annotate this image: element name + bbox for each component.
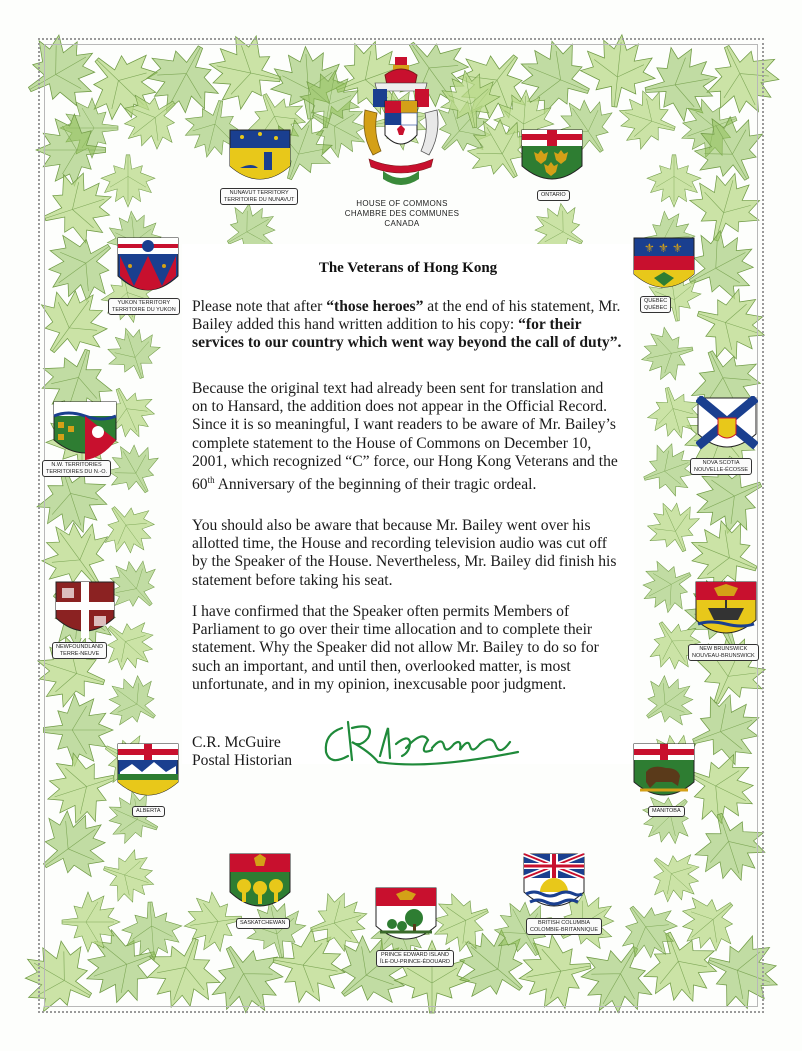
nwt-ribbon: N.W. TERRITORIES TERRITOIRES DU N.-O.: [42, 460, 111, 477]
paragraph-3: You should also be aware that because Mr. Bailey went over his allotted time, the House and recording television audio was cut off by the Speaker of the House. Nevertheless, Mr. Bailey did finish his statement before taking his seat.: [192, 517, 617, 589]
new-brunswick-ribbon: NEW BRUNSWICK NOUVEAU-BRUNSWICK: [688, 644, 759, 661]
newfoundland-ribbon: NEWFOUNDLAND TERRE-NEUVE: [52, 642, 107, 659]
nova-scotia-emblem: [696, 396, 758, 463]
quebec-emblem: [632, 236, 696, 303]
ontario-emblem: [520, 128, 584, 195]
svg-text:⚜: ⚜: [644, 241, 655, 255]
yukon-emblem: [116, 236, 180, 307]
nunavut-ribbon: NUNAVUT TERRITORY TERRITOIRE DU NUNAVUT: [220, 188, 298, 205]
manitoba-ribbon: MANITOBA: [648, 806, 685, 817]
signer-name: C.R. McGuire: [192, 734, 281, 751]
header-line-1: HOUSE OF COMMONS: [356, 199, 448, 208]
nunavut-emblem: [228, 128, 292, 195]
house-of-commons-header: [322, 199, 482, 229]
pei-emblem: [374, 886, 438, 955]
nova-scotia-ribbon: NOVA SCOTIA NOUVELLE-ÉCOSSE: [690, 458, 752, 475]
document-title: The Veterans of Hong Kong: [318, 260, 498, 276]
bc-ribbon: BRITISH COLUMBIA COLOMBIE-BRITANNIQUE: [526, 918, 602, 935]
bc-emblem: [522, 852, 586, 923]
yukon-ribbon: YUKON TERRITORY TERRITOIRE DU YUKON: [108, 298, 180, 315]
pei-ribbon: PRINCE EDWARD ISLAND ÎLE-DU-PRINCE-ÉDOUARD: [376, 950, 454, 967]
saskatchewan-emblem: [228, 852, 292, 923]
coat-of-arms-icon: [355, 55, 447, 200]
paragraph-1: Please note that after “those heroes” at the end of his statement, Mr. Bailey added this hand written addition to his copy: “for their services to our country which went way beyond the call of duty”.: [192, 298, 622, 352]
signer-role: Postal Historian: [192, 752, 293, 770]
signature-block: [192, 734, 292, 770]
newfoundland-emblem: [54, 580, 116, 647]
header-line-3: CANADA: [384, 219, 420, 228]
alberta-emblem: [116, 742, 180, 811]
paragraph-2: Because the original text had already been sent for translation and on to Hansard, the addition does not appear in the Official Record. Since it is so meaningful, I want readers to be aware of Mr. Bailey’s complete statement to the House of Commons on December 10, 2001, which recognized “C” force, our Hong Kong Veterans and the 60th Anniversary of the beginning of their tragic ordeal.: [192, 380, 618, 494]
manitoba-emblem: [632, 742, 696, 811]
quebec-ribbon: QUEBEC QUÉBEC: [640, 296, 671, 313]
ontario-ribbon: ONTARIO: [537, 190, 570, 201]
signature-icon: [318, 708, 528, 783]
paragraph-4: I have confirmed that the Speaker often permits Members of Parliament to go over their time allocation and to complete their statement. Why the Speaker did not allow Mr. Bailey to do so for such an important, and until then, overlooked matter, is most unfortunate, and in my opinion, inexcusable poor judgment.: [192, 603, 599, 693]
alberta-ribbon: ALBERTA: [132, 806, 165, 817]
nwt-emblem: [52, 400, 118, 469]
saskatchewan-ribbon: SASKATCHEWAN: [236, 918, 290, 929]
header-line-2: CHAMBRE DES COMMUNES: [344, 209, 460, 218]
svg-text:⚜: ⚜: [672, 241, 683, 255]
svg-text:⚜: ⚜: [658, 241, 669, 255]
new-brunswick-emblem: [694, 580, 758, 649]
